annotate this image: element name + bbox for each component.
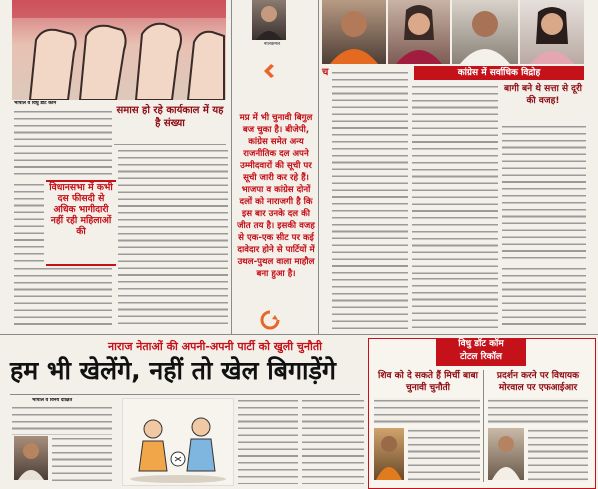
kicker: नाराज नेताओं की अपनी-अपनी पार्टी को खुली चुनौती [108, 340, 322, 353]
article-text-col3 [332, 70, 408, 330]
column-divider-2 [318, 0, 319, 334]
sidebar-text-1 [374, 398, 480, 424]
refresh-icon [260, 310, 280, 330]
horizontal-divider [0, 334, 598, 335]
sidebar-text-1b [408, 428, 480, 482]
fist-illustration [12, 0, 226, 100]
article-text-b2 [238, 398, 298, 484]
article-text-b1 [12, 405, 112, 435]
mid-headline-box [114, 104, 226, 145]
sidebar-portrait-1 [374, 428, 404, 480]
politician-photo-3 [452, 0, 518, 64]
article-text-b1b [52, 436, 112, 484]
politician-photo-4 [520, 0, 584, 64]
rebel-headline: बागी बने थे सत्ता से दूरी की वजह! [504, 84, 582, 106]
politician-photo-2 [388, 0, 450, 64]
article-text-col5 [502, 124, 586, 264]
sidebar-text-2 [488, 398, 588, 424]
drop-cap: च [322, 67, 329, 78]
pull-quote-text: विधानसभा में कभी दस फीसदी से अधिक भागीदारी नहीं रही महिलाओं की [49, 182, 113, 237]
sidebar-divider [483, 370, 484, 482]
center-quote: मप्र में भी चुनावी बिगुल बज चुका है। बीजेपी, कांग्रेस समेत अन्य राजनीतिक दल अपने उम्मीदवारों की सूची पर सूची जारी कर रहे हैं। भाजपा व कांग्रेस दोनों दलों को नाराजगी है कि इस बार उनके दल की जीत तय है। इसकी वजह से एक-एक सीट पर कई दावेदार होने से पार्टियों में उथल-पुथल वाला माहौल बना हुआ है। [237, 113, 315, 279]
story2-headline: प्रदर्शन करने पर विधायक मोरवाल पर एफआईआर [496, 371, 580, 393]
sidebar-portrait-2 [488, 428, 524, 480]
cartoon-illustration [122, 398, 234, 486]
rebel-headline-box [500, 84, 586, 122]
congress-banner: कांग्रेस में सर्वाधिक विद्रोह [414, 66, 584, 80]
article-text-col2 [118, 148, 228, 328]
sidebar-header [436, 338, 526, 366]
sidebar-title: टोटल रिकॉल [460, 352, 502, 362]
politician-photo-1 [322, 0, 386, 64]
bottom-divider [10, 394, 360, 395]
article-text-col1c [14, 266, 112, 328]
portrait-photo [252, 0, 286, 40]
bottom-portrait-1 [14, 436, 48, 480]
article-text-col1 [14, 109, 112, 177]
mid-headline: समास हो रहे कार्यकाल में यह है संख्या [116, 105, 224, 129]
column-divider-1 [231, 0, 232, 334]
byline: भोपाल व विनय दीक्षित [32, 398, 73, 403]
sidebar-text-2b [528, 428, 588, 482]
article-text-col1b [14, 182, 44, 262]
article-text-col4 [412, 84, 498, 274]
sidebar-brand: विधु डॉट कॉम [458, 339, 504, 349]
article-text-col5b [502, 266, 586, 330]
main-headline: हम भी खेलेंगे, नहीं तो खेल बिगाड़ेंगे [10, 356, 336, 385]
chevron-accent-icon [261, 63, 277, 79]
article-text-col4b [412, 276, 498, 330]
story1-headline: शिव को दे सकते हैं मिर्ची बाबा चुनावी चुनौती [378, 371, 478, 393]
image-credit: भोपाल व विधु डॉट कॉम [14, 101, 57, 106]
article-text-b3 [302, 398, 364, 484]
pull-quote-left [46, 180, 116, 266]
portrait-caption: नीलकमल [263, 42, 281, 47]
protest-image [12, 0, 226, 100]
